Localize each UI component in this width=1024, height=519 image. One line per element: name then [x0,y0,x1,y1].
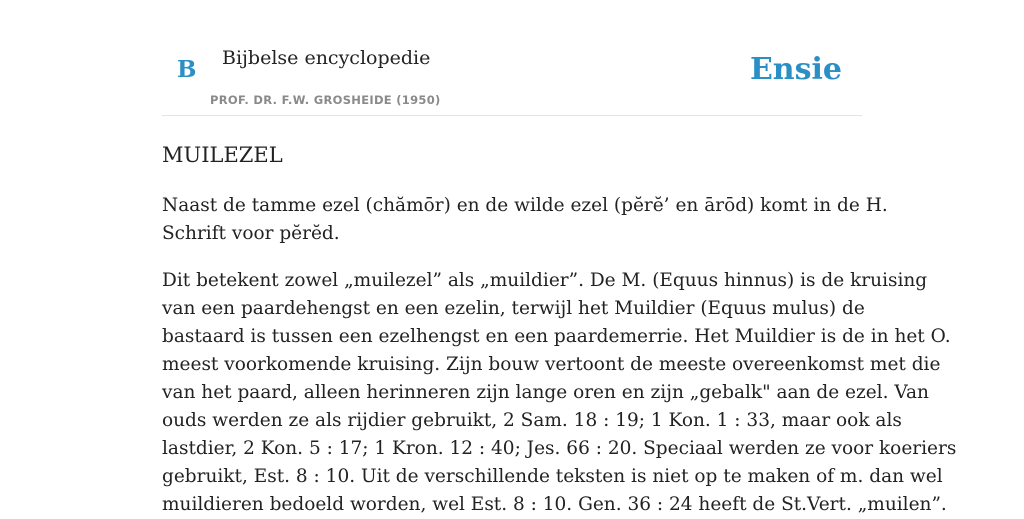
paragraph-line: muildieren bedoeld worden, wel Est. 8 : 10. Gen. 36 : 24 heeft de St.Vert. „muilen”. [162,494,947,515]
paragraph-line: van het paard, alleen herinneren zijn lange oren en zijn „gebalk" aan de ezel. Van [162,382,929,403]
paragraph-line: lastdier, 2 Kon. 5 : 17; 1 Kron. 12 : 40; Jes. 66 : 20. Speciaal werden ze voor koeriers [162,438,957,459]
paragraph-line: van een paardehengst en een ezelin, terwijl het Muildier (Equus mulus) de [162,298,865,319]
book-author: PROF. DR. F.W. GROSHEIDE (1950) [210,93,441,107]
article-paragraph-2 [162,267,957,519]
book-title[interactable]: Bijbelse encyclopedie [222,47,431,69]
paragraph-line: gebruikt, Est. 8 : 10. Uit de verschillende teksten is niet op te maken of m. dan wel [162,466,943,487]
encyclopedia-logo[interactable]: B [177,56,197,83]
paragraph-line: meest voorkomende kruising. Zijn bouw vertoont de meeste overeenkomst met die [162,354,941,375]
ensie-logo[interactable]: Ensie [749,52,842,87]
paragraph-line: bastaard is tussen een ezelhengst en een paardemerrie. Het Muildier is de in het O. [162,326,951,347]
article-title: MUILEZEL [162,143,283,167]
header-divider [162,115,862,116]
paragraph-line: Dit betekent zowel „muilezel” als „muildier”. De M. (Equus hinnus) is de kruising [162,270,928,291]
article-paragraph-1 [162,192,888,248]
paragraph-line: Schrift voor pĕrĕd. [162,223,340,244]
paragraph-line: ouds werden ze als rijdier gebruikt, 2 Sam. 18 : 19; 1 Kon. 1 : 33, maar ook als [162,410,902,431]
paragraph-line: Naast de tamme ezel (chămōr) en de wilde ezel (pĕrĕ’ en ārōd) komt in de H. [162,195,888,216]
